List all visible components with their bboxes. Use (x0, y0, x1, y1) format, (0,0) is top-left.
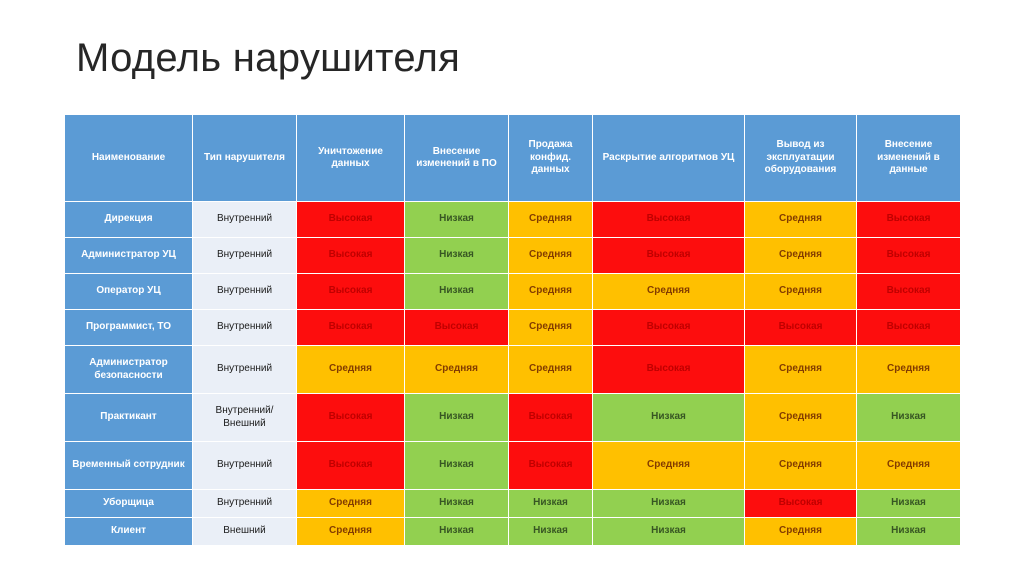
cell-risk-level: Высокая (593, 346, 745, 394)
table-header-row (65, 115, 961, 202)
table-row (65, 238, 961, 274)
cell-risk-level: Средняя (593, 442, 745, 490)
cell-risk-level: Средняя (745, 202, 857, 238)
cell-actor-type: Внутренний (193, 310, 297, 346)
cell-risk-level: Средняя (745, 518, 857, 546)
page-title: Модель нарушителя (76, 36, 461, 80)
cell-risk-level: Средняя (509, 202, 593, 238)
cell-risk-level: Средняя (593, 274, 745, 310)
column-header-software-modification: Внесение изменений в ПО (405, 115, 509, 202)
cell-risk-level: Средняя (857, 346, 961, 394)
column-header-confidential-data-sale: Продажа конфид. данных (509, 115, 593, 202)
column-header-name: Наименование (65, 115, 193, 202)
cell-risk-level: Низкая (857, 518, 961, 546)
cell-risk-level: Высокая (857, 238, 961, 274)
column-header-algorithm-disclosure: Раскрытие алгоритмов УЦ (593, 115, 745, 202)
cell-risk-level: Низкая (857, 394, 961, 442)
row-header-actor: Клиент (65, 518, 193, 546)
cell-risk-level: Низкая (857, 490, 961, 518)
cell-actor-type: Внутренний/ Внешний (193, 394, 297, 442)
cell-risk-level: Средняя (509, 310, 593, 346)
row-header-actor: Временный сотрудник (65, 442, 193, 490)
cell-actor-type: Внутренний (193, 238, 297, 274)
cell-risk-level: Низкая (593, 490, 745, 518)
cell-risk-level: Высокая (593, 310, 745, 346)
row-header-actor: Оператор УЦ (65, 274, 193, 310)
cell-actor-type: Внешний (193, 518, 297, 546)
cell-risk-level: Высокая (405, 310, 509, 346)
cell-risk-level: Низкая (405, 238, 509, 274)
cell-risk-level: Низкая (405, 274, 509, 310)
cell-risk-level: Средняя (509, 274, 593, 310)
cell-risk-level: Высокая (745, 310, 857, 346)
cell-risk-level: Высокая (297, 202, 405, 238)
cell-risk-level: Низкая (405, 518, 509, 546)
cell-risk-level: Низкая (509, 518, 593, 546)
cell-actor-type: Внутренний (193, 346, 297, 394)
cell-risk-level: Низкая (405, 490, 509, 518)
cell-risk-level: Высокая (297, 274, 405, 310)
cell-risk-level: Низкая (593, 518, 745, 546)
cell-risk-level: Средняя (745, 394, 857, 442)
cell-risk-level: Высокая (857, 274, 961, 310)
cell-risk-level: Высокая (593, 238, 745, 274)
column-header-equipment-decommission: Вывод из эксплуатации оборудования (745, 115, 857, 202)
cell-risk-level: Высокая (593, 202, 745, 238)
cell-risk-level: Высокая (509, 394, 593, 442)
row-header-actor: Уборщица (65, 490, 193, 518)
row-header-actor: Дирекция (65, 202, 193, 238)
table-row (65, 274, 961, 310)
cell-risk-level: Высокая (297, 442, 405, 490)
table-row (65, 442, 961, 490)
cell-risk-level: Высокая (509, 442, 593, 490)
cell-risk-level: Высокая (297, 394, 405, 442)
cell-risk-level: Низкая (405, 394, 509, 442)
cell-risk-level: Высокая (857, 310, 961, 346)
table-row (65, 346, 961, 394)
cell-risk-level: Средняя (297, 346, 405, 394)
cell-risk-level: Высокая (745, 490, 857, 518)
cell-risk-level: Средняя (297, 490, 405, 518)
cell-risk-level: Высокая (297, 238, 405, 274)
table-row (65, 490, 961, 518)
cell-risk-level: Низкая (405, 442, 509, 490)
threat-matrix-table (64, 114, 960, 546)
cell-actor-type: Внутренний (193, 490, 297, 518)
cell-risk-level: Высокая (857, 202, 961, 238)
column-header-type: Тип нарушителя (193, 115, 297, 202)
row-header-actor: Практикант (65, 394, 193, 442)
cell-risk-level: Средняя (857, 442, 961, 490)
column-header-data-modification: Внесение изменений в данные (857, 115, 961, 202)
cell-risk-level: Высокая (297, 310, 405, 346)
cell-risk-level: Средняя (405, 346, 509, 394)
cell-risk-level: Низкая (593, 394, 745, 442)
cell-risk-level: Средняя (509, 238, 593, 274)
cell-risk-level: Средняя (297, 518, 405, 546)
row-header-actor: Администратор УЦ (65, 238, 193, 274)
cell-risk-level: Средняя (745, 346, 857, 394)
table-row (65, 202, 961, 238)
row-header-actor: Программист, ТО (65, 310, 193, 346)
cell-actor-type: Внутренний (193, 274, 297, 310)
cell-risk-level: Средняя (509, 346, 593, 394)
column-header-data-destruction: Уничтожение данных (297, 115, 405, 202)
cell-risk-level: Средняя (745, 238, 857, 274)
table-row (65, 310, 961, 346)
cell-risk-level: Низкая (405, 202, 509, 238)
table-row (65, 394, 961, 442)
cell-risk-level: Средняя (745, 442, 857, 490)
row-header-actor: Администратор безопасности (65, 346, 193, 394)
table-row (65, 518, 961, 546)
cell-risk-level: Средняя (745, 274, 857, 310)
cell-risk-level: Низкая (509, 490, 593, 518)
cell-actor-type: Внутренний (193, 202, 297, 238)
cell-actor-type: Внутренний (193, 442, 297, 490)
